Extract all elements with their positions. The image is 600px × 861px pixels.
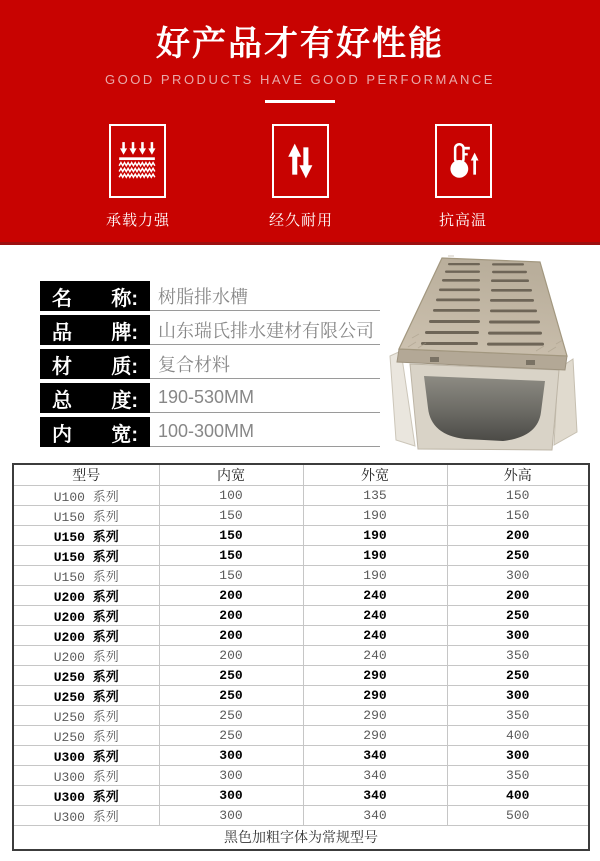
table-row xyxy=(13,786,589,806)
table-cell: 150 xyxy=(159,566,303,586)
table-cell: 250 xyxy=(447,606,589,626)
table-row xyxy=(13,686,589,706)
table-cell: 300 xyxy=(447,566,589,586)
table-row xyxy=(13,646,589,666)
col-header-inner-width: 内宽 xyxy=(159,464,303,486)
table-cell: 150 xyxy=(159,506,303,526)
feature-label: 经久耐用 xyxy=(269,212,334,229)
spec-table xyxy=(12,463,590,851)
table-cell: U300 系列 xyxy=(13,746,159,766)
product-info-section xyxy=(0,245,600,460)
info-row-name xyxy=(40,281,380,311)
table-cell: 350 xyxy=(447,646,589,666)
table-cell: 135 xyxy=(303,486,447,506)
table-cell: 340 xyxy=(303,806,447,826)
info-row-brand xyxy=(40,315,380,345)
table-row xyxy=(13,726,589,746)
table-footnote: 黑色加粗字体为常规型号 xyxy=(13,826,589,850)
table-cell: 400 xyxy=(447,726,589,746)
table-cell: 300 xyxy=(159,746,303,766)
drainage-channel-photo xyxy=(388,252,594,452)
divider xyxy=(265,100,335,103)
table-row xyxy=(13,666,589,686)
table-cell: 500 xyxy=(447,806,589,826)
table-cell: U250 系列 xyxy=(13,666,159,686)
table-row xyxy=(13,486,589,506)
info-key: 名 称: xyxy=(40,281,150,311)
table-cell: 190 xyxy=(303,506,447,526)
table-row xyxy=(13,706,589,726)
spec-table-section xyxy=(0,460,600,851)
table-cell: 340 xyxy=(303,746,447,766)
feature-list xyxy=(0,124,600,230)
col-header-model: 型号 xyxy=(13,464,159,486)
info-key: 材 质: xyxy=(40,349,150,379)
info-value: 树脂排水槽 xyxy=(150,281,380,311)
table-cell: 350 xyxy=(447,706,589,726)
table-cell: 200 xyxy=(159,586,303,606)
table-row xyxy=(13,526,589,546)
table-footnote-row xyxy=(13,826,589,850)
table-row xyxy=(13,806,589,826)
table-cell: U150 系列 xyxy=(13,526,159,546)
info-row-inner-width xyxy=(40,417,380,447)
table-cell: U300 系列 xyxy=(13,766,159,786)
feature-label: 抗高温 xyxy=(438,212,487,229)
table-cell: 290 xyxy=(303,686,447,706)
table-row xyxy=(13,546,589,566)
table-cell: U200 系列 xyxy=(13,626,159,646)
table-cell: 100 xyxy=(159,486,303,506)
table-cell: 340 xyxy=(303,766,447,786)
feature-load-capacity xyxy=(106,124,171,230)
table-cell: 240 xyxy=(303,606,447,626)
page-subtitle: GOOD PRODUCTS HAVE GOOD PERFORMANCE xyxy=(105,72,495,87)
table-row xyxy=(13,586,589,606)
up-down-arrows-icon xyxy=(272,124,329,198)
table-cell: 150 xyxy=(447,506,589,526)
table-cell: 300 xyxy=(159,786,303,806)
table-cell: 300 xyxy=(159,766,303,786)
feature-heat-resistant xyxy=(432,124,494,230)
table-row xyxy=(13,506,589,526)
hero-banner xyxy=(0,0,600,245)
table-cell: 290 xyxy=(303,726,447,746)
table-row xyxy=(13,766,589,786)
table-cell: U250 系列 xyxy=(13,726,159,746)
table-cell: 250 xyxy=(159,706,303,726)
table-cell: U250 系列 xyxy=(13,706,159,726)
table-cell: U300 系列 xyxy=(13,786,159,806)
table-cell: 150 xyxy=(447,486,589,506)
table-cell: 250 xyxy=(447,546,589,566)
table-cell: 400 xyxy=(447,786,589,806)
table-row xyxy=(13,566,589,586)
info-key: 品 牌: xyxy=(40,315,150,345)
spec-table-body xyxy=(13,486,589,826)
table-cell: 290 xyxy=(303,706,447,726)
table-row xyxy=(13,606,589,626)
info-row-length xyxy=(40,383,380,413)
table-cell: U300 系列 xyxy=(13,806,159,826)
table-cell: U150 系列 xyxy=(13,566,159,586)
table-cell: 200 xyxy=(159,626,303,646)
thermometer-icon xyxy=(435,124,492,198)
info-value: 复合材料 xyxy=(150,349,380,379)
table-cell: 190 xyxy=(303,566,447,586)
table-cell: 200 xyxy=(159,646,303,666)
table-row xyxy=(13,626,589,646)
table-cell: 290 xyxy=(303,666,447,686)
table-cell: 240 xyxy=(303,646,447,666)
table-cell: 190 xyxy=(303,526,447,546)
col-header-outer-width: 外宽 xyxy=(303,464,447,486)
table-cell: U200 系列 xyxy=(13,646,159,666)
table-cell: 350 xyxy=(447,766,589,786)
table-cell: 300 xyxy=(159,806,303,826)
table-cell: 250 xyxy=(447,666,589,686)
table-cell: U250 系列 xyxy=(13,686,159,706)
table-cell: 200 xyxy=(447,586,589,606)
table-cell: 190 xyxy=(303,546,447,566)
info-value: 100-300MM xyxy=(150,417,380,447)
table-cell: 250 xyxy=(159,666,303,686)
table-cell: U150 系列 xyxy=(13,546,159,566)
table-cell: 200 xyxy=(447,526,589,546)
feature-label: 承载力强 xyxy=(106,212,171,229)
feature-durable xyxy=(269,124,334,230)
table-cell: U200 系列 xyxy=(13,586,159,606)
table-cell: 150 xyxy=(159,546,303,566)
table-cell: 300 xyxy=(447,686,589,706)
table-header-row xyxy=(13,464,589,486)
info-key: 总 度: xyxy=(40,383,150,413)
table-cell: U150 系列 xyxy=(13,506,159,526)
table-row xyxy=(13,746,589,766)
table-cell: 300 xyxy=(447,746,589,766)
col-header-outer-height: 外高 xyxy=(447,464,589,486)
info-row-material xyxy=(40,349,380,379)
table-cell: 340 xyxy=(303,786,447,806)
table-cell: U200 系列 xyxy=(13,606,159,626)
table-cell: U100 系列 xyxy=(13,486,159,506)
load-pressure-icon xyxy=(109,124,166,198)
product-spec-list xyxy=(40,281,380,451)
info-value: 190-530MM xyxy=(150,383,380,413)
table-cell: 240 xyxy=(303,626,447,646)
table-cell: 240 xyxy=(303,586,447,606)
table-cell: 200 xyxy=(159,606,303,626)
table-cell: 250 xyxy=(159,686,303,706)
info-value: 山东瑞氏排水建材有限公司 xyxy=(150,315,380,345)
info-key: 内 宽: xyxy=(40,417,150,447)
table-cell: 150 xyxy=(159,526,303,546)
table-cell: 300 xyxy=(447,626,589,646)
table-cell: 250 xyxy=(159,726,303,746)
page-title: 好产品才有好性能 xyxy=(156,25,444,63)
